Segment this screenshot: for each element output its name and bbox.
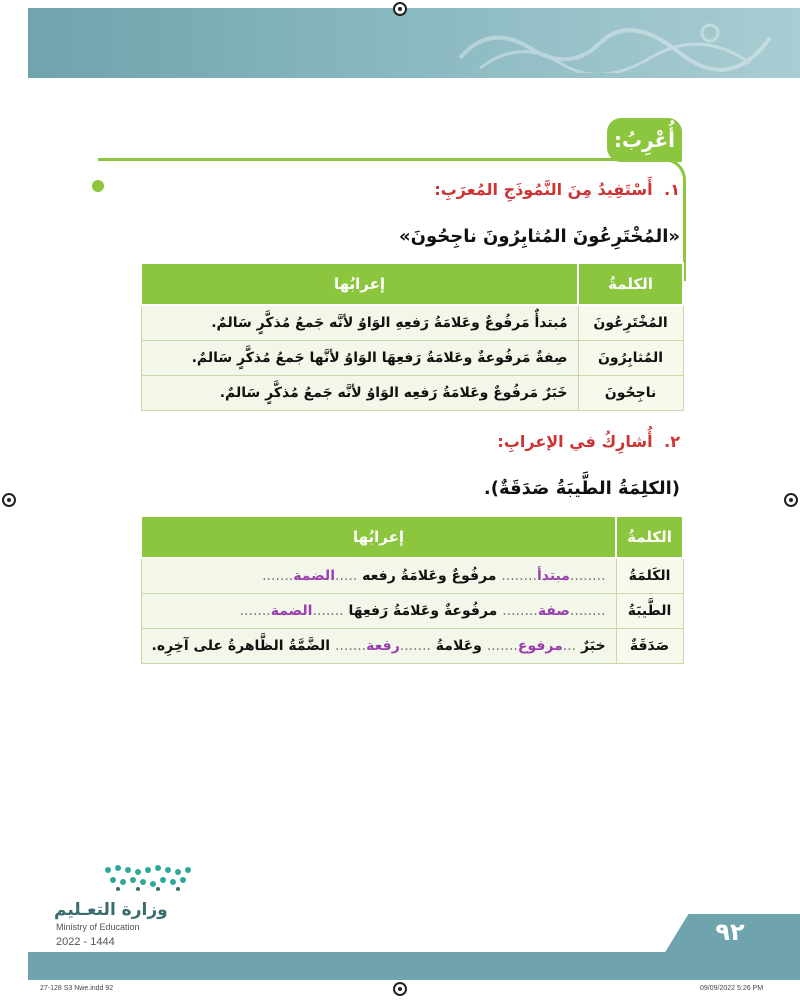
table-header-row (141, 263, 683, 305)
ministry-dots-icon (98, 862, 198, 892)
q1-table (140, 262, 684, 411)
ministry-logo (50, 862, 200, 957)
q1-title-text: أَسْتَفِيدُ مِنَ النَّمُوذَجِ المُعرَبِ: (434, 180, 653, 199)
section-title: أُعْرِبُ: (613, 128, 676, 152)
word-cell: المُثابِرُونَ (578, 341, 683, 376)
ministry-name-arabic: وزارة التعـليم (54, 900, 168, 920)
table-row (141, 376, 683, 411)
arabesque-pattern (450, 18, 780, 73)
word-cell: المُخْتَرِعُونَ (578, 305, 683, 341)
section-badge (607, 118, 682, 162)
prompt-text: وعَلامةُ (435, 638, 482, 654)
blank-dots: ....... (312, 603, 344, 619)
col-word-header: الكلمةُ (578, 263, 683, 305)
blank-dots: ....... (486, 638, 518, 654)
blank-dots: ....... (334, 638, 367, 654)
answer-text: صفة (537, 603, 570, 619)
answer-text: رفعة (366, 638, 400, 654)
edition-year: 2022 - 1444 (56, 936, 115, 948)
footer-band (28, 952, 800, 980)
word-cell: الكَلمَةُ (616, 558, 683, 594)
q2-number: ٢. (664, 432, 680, 451)
registration-mark-bottom (393, 982, 407, 996)
ministry-name-english: Ministry of Education (56, 922, 140, 932)
q2-example: (الكلِمَةُ الطَّيبَةُ صَدَقَةٌ). (483, 478, 680, 499)
parse-cell: مُبتدأٌ مَرفُوعٌ وعَلامَةُ رَفعِهِ الوَاوُ لأنَّه جَمعُ مُذكَّرٍ سَالمٌ. (141, 305, 578, 341)
table-header-row (141, 516, 683, 558)
prompt-text: خبَرٌ (581, 638, 606, 654)
answer-text: مبتدأ (536, 568, 570, 584)
parse-cell (141, 558, 616, 594)
blank-dots: ........ (501, 568, 537, 584)
parse-cell (141, 594, 616, 629)
q2-title (497, 432, 680, 451)
word-cell: ناجِحُونَ (578, 376, 683, 411)
q1-number: ١. (664, 180, 680, 199)
prompt-text: مرفُوعٌ وعَلامَةُ رفعه (362, 568, 497, 584)
prompt-text: الضَّمَّةُ الظَّاهرةُ على آخِرِه. (151, 638, 331, 654)
blank-dots: ... (562, 638, 577, 654)
blank-dots: ........ (569, 568, 606, 584)
q2-table (140, 515, 684, 664)
answer-text: مرفوع (517, 638, 563, 654)
page-number: ٩٢ (715, 918, 745, 946)
table-row (141, 558, 683, 594)
blank-dots: ....... (262, 568, 294, 584)
blank-dots: ........ (569, 603, 606, 619)
print-slug-left: 27-128 S3 Nwe.indd 92 (40, 985, 114, 992)
registration-mark-right (784, 493, 798, 507)
blank-dots: ..... (335, 568, 358, 584)
registration-mark-left (2, 493, 16, 507)
parse-cell: خَبَرٌ مَرفُوعٌ وعَلامَةُ رَفعِه الوَاوُ لأنَّه جَمعُ مُذكَّرٍ سَالمٌ. (141, 376, 578, 411)
q1-title (434, 180, 680, 199)
q2-title-text: أُشارِكُ في الإعرابِ: (497, 432, 653, 451)
table-row (141, 629, 683, 664)
table-row (141, 305, 683, 341)
word-cell: صَدَقَةٌ (616, 629, 683, 664)
answer-text: الضمة (270, 603, 313, 619)
q1-example: «المُخْتَرِعُونَ المُثابِرُونَ ناجِحُونَ» (399, 226, 680, 247)
table-row (141, 594, 683, 629)
blank-dots: ....... (399, 638, 431, 654)
answer-text: الضمة (293, 568, 335, 584)
col-parse-header: إعرابُها (141, 263, 578, 305)
registration-mark-top (393, 2, 407, 16)
word-cell: الطَّيبَةُ (616, 594, 683, 629)
parse-cell (141, 629, 616, 664)
header-band (28, 8, 800, 78)
frame-dot (92, 180, 104, 192)
blank-dots: ....... (239, 603, 271, 619)
blank-dots: ........ (502, 603, 538, 619)
prompt-text: مرفُوعةٌ وعَلامَةُ رَفعِهَا (348, 603, 498, 619)
parse-cell: صِفةٌ مَرفُوعةٌ وعَلامَةُ رَفعِهَا الوَاوُ لأنَّها جَمعُ مُذكَّرٍ سَالمٌ. (141, 341, 578, 376)
print-slug-right: 09/09/2022 5:26 PM (700, 985, 764, 992)
table-row (141, 341, 683, 376)
col-word-header: الكلمةُ (616, 516, 683, 558)
col-parse-header: إعرابُها (141, 516, 616, 558)
